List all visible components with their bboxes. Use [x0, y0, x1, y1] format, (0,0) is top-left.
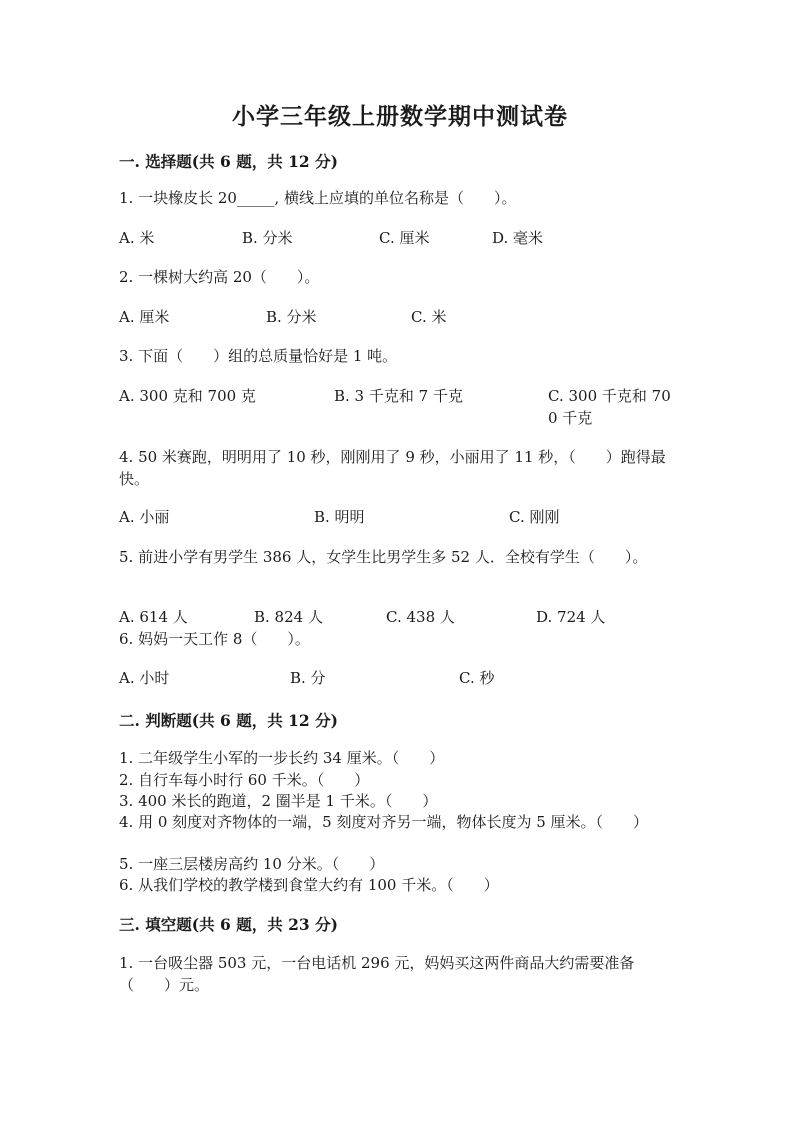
answer-option: C. 米 [411, 308, 447, 326]
question-text: 2. 自行车每小时行 60 千米。（ ） [119, 771, 370, 789]
answer-option: B. 明明 [314, 508, 365, 526]
question-text: 3. 400 米长的跑道，2 圈半是 1 千米。（ ） [119, 792, 438, 810]
answer-option-long: C. 300 千克和 700 千克 [548, 387, 671, 427]
question-text: 1. 一台吸尘器 503 元，一台电话机 296 元，妈妈买这两件商品大约需要准备（ ）元。 [119, 954, 635, 994]
question-text: 6. 妈妈一天工作 8（ ）。 [119, 630, 310, 648]
answer-option: D. 724 人 [536, 608, 606, 626]
answer-option: C. 厘米 [379, 229, 430, 247]
exam-title: 小学三年级上册数学期中测试卷 [232, 103, 568, 130]
question-text: 5. 前进小学有男学生 386 人，女学生比男学生多 52 人．全校有学生（ ）。 [119, 548, 648, 566]
section-heading-fill: 三. 填空题(共 6 题，共 23 分) [119, 915, 338, 934]
answer-option: A. 614 人 [119, 608, 188, 626]
answer-option: A. 小丽 [119, 508, 170, 526]
section-heading-choice: 一. 选择题(共 6 题，共 12 分) [119, 152, 338, 171]
answer-option: C. 秒 [459, 669, 495, 687]
question-text: 2. 一棵树大约高 20（ ）。 [119, 268, 320, 286]
question-text: 6. 从我们学校的教学楼到食堂大约有 100 千米。（ ） [119, 876, 499, 894]
answer-option: B. 分 [290, 669, 326, 687]
section-heading-judgement: 二. 判断题(共 6 题，共 12 分) [119, 711, 338, 730]
question-text: 4. 50 米赛跑，明明用了 10 秒，刚刚用了 9 秒，小丽用了 11 秒，（ ）跑得最快。 [119, 448, 666, 488]
answer-option: C. 438 人 [386, 608, 455, 626]
answer-option: C. 刚刚 [509, 508, 560, 526]
question-text: 1. 一块橡皮长 20_____, 横线上应填的单位名称是（ ）。 [119, 189, 517, 207]
answer-option: D. 毫米 [492, 229, 544, 247]
question-text: 3. 下面（ ）组的总质量恰好是 1 吨。 [119, 347, 398, 365]
question-text: 1. 二年级学生小军的一步长约 34 厘米。（ ） [119, 749, 445, 767]
question-text: 4. 用 0 刻度对齐物体的一端，5 刻度对齐另一端，物体长度为 5 厘米。（ ） [119, 813, 649, 831]
answer-option: B. 分米 [266, 308, 317, 326]
answer-option: A. 小时 [119, 669, 170, 687]
answer-option: A. 米 [119, 229, 155, 247]
answer-option: B. 824 人 [254, 608, 323, 626]
question-text: 5. 一座三层楼房高约 10 分米。（ ） [119, 855, 385, 873]
answer-option: A. 厘米 [119, 308, 170, 326]
answer-option: A. 300 克和 700 克 [119, 387, 256, 405]
answer-option: B. 3 千克和 7 千克 [334, 387, 463, 405]
answer-option: B. 分米 [242, 229, 293, 247]
